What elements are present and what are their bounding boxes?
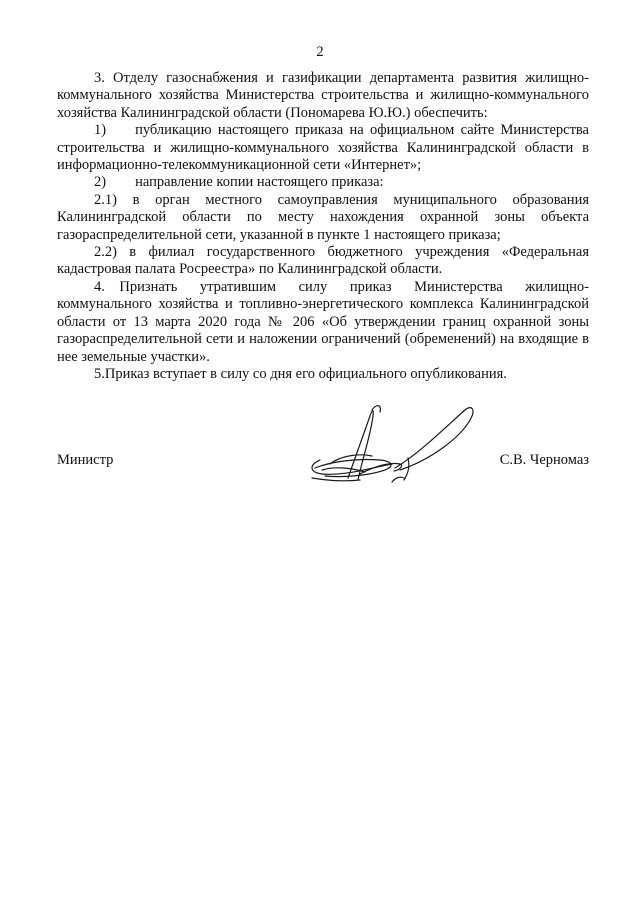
signatory-name: С.В. Черномаз xyxy=(499,452,589,468)
paragraph-3-2-1: 2.1) в орган местного самоуправления муниципального образования Калининградской области по месту нахождения охранной зоны объекта газораспределительной сети, указанной в пункте 1 настоящего приказа; xyxy=(57,191,589,243)
page-number: 2 xyxy=(316,44,324,60)
paragraph-3-2-2: 2.2) в филиал государственного бюджетного учреждения «Федеральная кадастровая палата Росреестра» по Калининградской области. xyxy=(57,244,589,278)
paragraph-3: 3. Отделу газоснабжения и газификации департамента развития жилищно-коммунального хозяйства Министерства строительства и жилищно-коммунального хозяйства Калининградской области (Пономарева Ю.Ю.) обеспечить: xyxy=(57,70,589,121)
handwritten-signature xyxy=(300,398,475,498)
document-body xyxy=(57,70,589,383)
paragraph-3-1: 1) публикацию настоящего приказа на официальном сайте Министерства строительства и жилищно-коммунального хозяйства Калининградской области в информационно-телекоммуникационной сети «Интернет»; xyxy=(57,122,589,174)
paragraph-4: 4. Признать утратившим силу приказ Министерства жилищно-коммунального хозяйства и топливно-энергетического комплекса Калининградской области от 13 марта 2020 года № 206 «Об утверждении границ охранной зоны газораспределительной сети и наложении ограничений (обременений) на входящие в нее земельные участки». xyxy=(57,278,589,365)
signatory-title: Министр xyxy=(57,452,114,468)
paragraph-3-2: 2) направление копии настоящего приказа: xyxy=(94,174,384,191)
paragraph-5: 5.Приказ вступает в силу со дня его официального опубликования. xyxy=(94,365,507,382)
